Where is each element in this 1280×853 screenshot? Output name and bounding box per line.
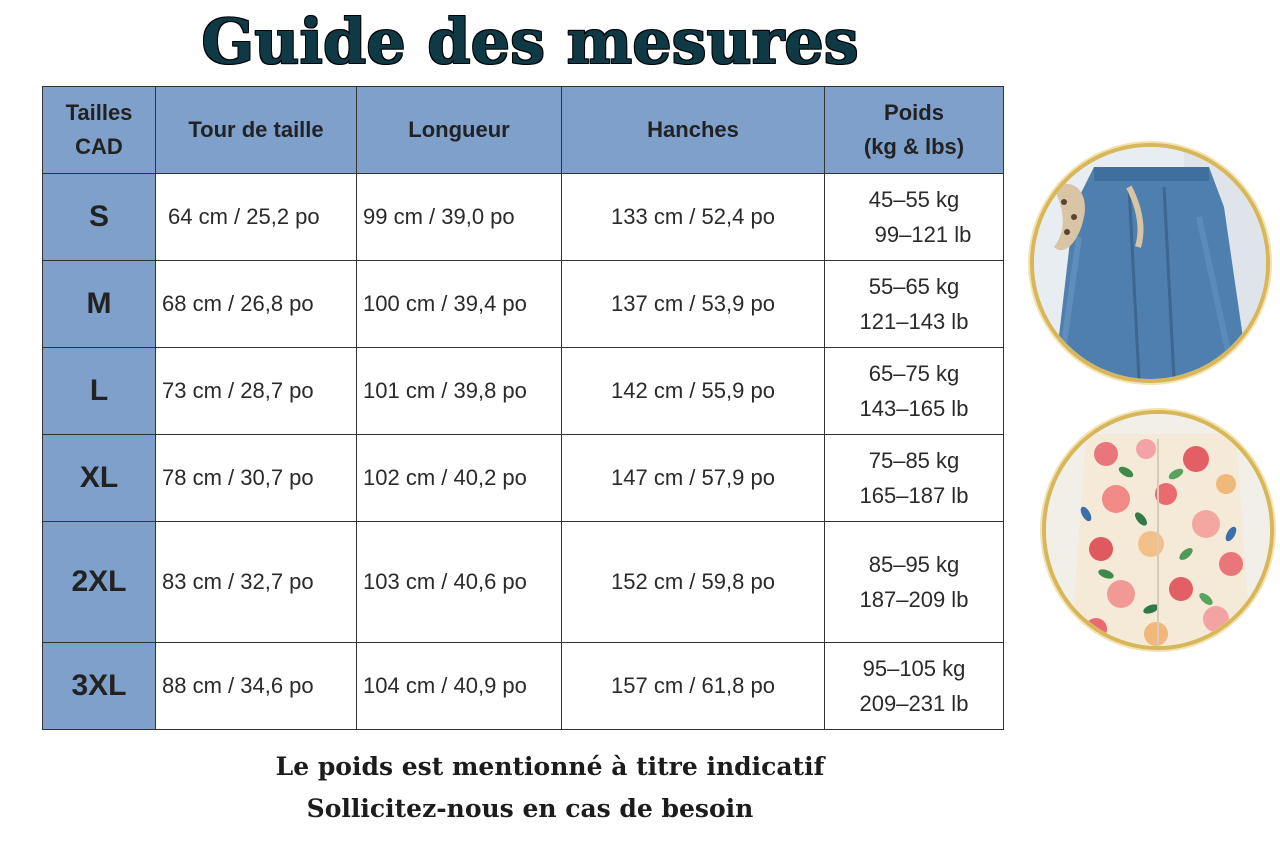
weight-cell: 65–75 kg 143–165 lb: [825, 348, 1004, 435]
weight-cell: 75–85 kg 165–187 lb: [825, 435, 1004, 522]
length-cell: 104 cm / 40,9 po: [357, 643, 562, 730]
header-size: Tailles CAD: [43, 87, 156, 174]
header-hips: Hanches: [562, 87, 825, 174]
length-cell: 102 cm / 40,2 po: [357, 435, 562, 522]
weight-cell: 55–65 kg 121–143 lb: [825, 261, 1004, 348]
length-cell: 99 cm / 39,0 po: [357, 174, 562, 261]
hips-cell: 152 cm / 59,8 po: [562, 522, 825, 643]
denim-pants-image: [1034, 147, 1266, 379]
table-row: [43, 174, 1004, 261]
table-row: [43, 261, 1004, 348]
hips-cell: 142 cm / 55,9 po: [562, 348, 825, 435]
length-cell: 101 cm / 39,8 po: [357, 348, 562, 435]
size-chart-table: [42, 86, 1004, 730]
header-waist: Tour de taille: [156, 87, 357, 174]
hips-cell: 137 cm / 53,9 po: [562, 261, 825, 348]
floral-pants-image: [1046, 414, 1270, 646]
table-row: [43, 643, 1004, 730]
weight-disclaimer: Le poids est mentionné à titre indicatif: [275, 752, 825, 781]
page-title: Guide des mesures: [201, 5, 859, 78]
weight-cell: 95–105 kg 209–231 lb: [825, 643, 1004, 730]
hips-cell: 147 cm / 57,9 po: [562, 435, 825, 522]
size-label: S: [43, 174, 156, 261]
header-weight: Poids (kg & lbs): [825, 87, 1004, 174]
waist-cell: 73 cm / 28,7 po: [156, 348, 357, 435]
floral-pants-photo: [1042, 410, 1274, 650]
waist-cell: 64 cm / 25,2 po: [156, 174, 357, 261]
size-label: XL: [43, 435, 156, 522]
hips-cell: 157 cm / 61,8 po: [562, 643, 825, 730]
weight-cell: 85–95 kg 187–209 lb: [825, 522, 1004, 643]
waist-cell: 68 cm / 26,8 po: [156, 261, 357, 348]
length-cell: 100 cm / 39,4 po: [357, 261, 562, 348]
size-label: L: [43, 348, 156, 435]
table-row: [43, 348, 1004, 435]
size-label: M: [43, 261, 156, 348]
waist-cell: 83 cm / 32,7 po: [156, 522, 357, 643]
table-row: [43, 435, 1004, 522]
waist-cell: 78 cm / 30,7 po: [156, 435, 357, 522]
contact-note: Sollicitez-nous en cas de besoin: [306, 794, 754, 823]
waist-cell: 88 cm / 34,6 po: [156, 643, 357, 730]
length-cell: 103 cm / 40,6 po: [357, 522, 562, 643]
weight-cell: 45–55 kg 99–121 lb: [825, 174, 1004, 261]
header-length: Longueur: [357, 87, 562, 174]
size-label: 2XL: [43, 522, 156, 643]
table-row: [43, 522, 1004, 643]
hips-cell: 133 cm / 52,4 po: [562, 174, 825, 261]
size-label: 3XL: [43, 643, 156, 730]
denim-pants-photo: [1030, 143, 1270, 383]
table-header-row: [43, 87, 1004, 174]
